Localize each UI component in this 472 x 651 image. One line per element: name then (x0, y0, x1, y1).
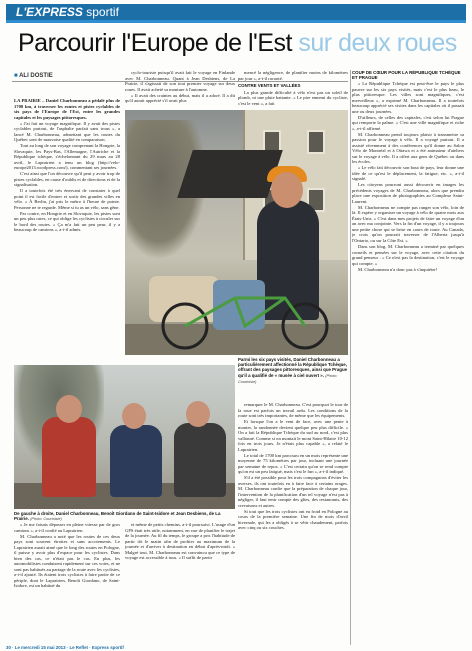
article-column-6 (125, 522, 235, 642)
paragraph: Les citoyens pourront aussi découvrir en images les précédents voyages de M. Charbonneau, alors que prendra place une exposition de photographies au Complexe Saint-Laurent. (352, 182, 464, 204)
article-lead: LA PRAIRIE – Daniel Charbonneau a pédalé plus de 1700 km, à traverser les routes et pistes cyclables de six pays de l'Europe de l'Est, entre les grandes capitales et les paysages pittoresques. (14, 98, 120, 120)
photo-caption-second (14, 511, 235, 522)
photo-bicycle (145, 290, 345, 350)
paragraph: cyclo-touriste puisqu'il avait fait le voyage en Finlande avec M. Charbonneau. Quant à Jean Desbiens, de La Prairie, il s'agissait de son tout premier voyage sur deux roues. Il avait acheté sa monture à l'automne. (125, 70, 235, 92)
headline-dark: Parcourir l'Europe de l'Est (18, 29, 292, 57)
paragraph: « Je me faisais dépasser en pleine vitesse par de gros camions », a-t-il confié au Laprairien. (14, 522, 120, 533)
paragraph: mencé la négligence, de planifier moins de kilomètres par jour », a-t-il raconté. (238, 70, 348, 81)
paragraph: M. Charbonneau prend toujours plaisir à transmettre sa passion pour le voyage à vélo. Il a voyagé partout. Il a assisté récemment à des conférences qu'il donne au Salon Vélo de Montréal et à Ottawa et a été animateur d'ateliers sur le voyage à vélo. Il a offert aux gens de Québec ou dans les écoles. (352, 131, 464, 165)
cyclist-photo (125, 110, 348, 355)
article-column-5 (14, 522, 120, 642)
paragraph: Si tout que les trois cyclistes ont eu froid en Pologne au cours de la première semaine. Une fin de mois d'avril hivernale, qui les a obligés à se vêtir chaudement, parfois avec cinq ou six couches. (238, 508, 348, 531)
paragraph: M. Charbonneau ne compte pas ranger son vélo, loin de là. Il espère y organiser un voyage à vélo de quatre mois aux États-Unis. « C'est dans mes projets de faire un voyage d'un an avec ma conjointe. Vers la fin d'un voyage, il y a toujours une petite chose qui se brise en cours de route. Au Canada, je crois qu'on pourrait traverser de l'Alberta jusqu'à l'Ontario, ou sur la Côte Est. » (352, 204, 464, 243)
sidebar-column (352, 81, 464, 643)
paragraph: D'ailleurs, de celles des capitales, c'est selon lui Prague qui remporte la palme. « C'est une ville magnifique et riche », a-t-il affirmé. (352, 114, 464, 131)
article-column-2 (125, 70, 235, 106)
subhead: CONTRE VENTS ET VALLÉES (238, 83, 301, 88)
photo-person-body (42, 417, 96, 497)
paragraph: remarquer le M. Charbonneau. C'est pourquoi le tour de la roue est parfois un travail ardu. Les conditions de la route sont très importantes, de même que les équipements. (238, 402, 348, 418)
article-headline (18, 27, 458, 61)
photo-caption-main (238, 357, 348, 385)
banner-rule (6, 20, 466, 23)
section-title (16, 5, 119, 19)
byline: ■ ALI DOSTIE (14, 73, 53, 79)
article-column-4 (238, 402, 348, 642)
column-rule (350, 70, 351, 645)
caption-credit: (Photo: Courtoisie) (30, 517, 62, 522)
paragraph: S'il a été possible pour les trois compagnons d'éviter les averses, ils ont toutefois eu à faire face à certains orages. M. Charbonneau confie que la préparation de chaque jour, l'intervention de la planification d'un tel voyage n'est pas à négliger, il faut tenir compte des gîtes, des restaurants, des crevaisons et autres. (238, 475, 348, 508)
paragraph: « J'ai fait un voyage magnifique. Il y avait des pistes cyclables partout, de l'asphalte parfait sans trous », a lancé M. Charbonneau, admettant que les routes du Québec sont de mauvaise qualité en comparaison. (14, 120, 120, 143)
photo-person-body (110, 425, 162, 497)
photo-window (307, 130, 325, 154)
sidebar-title: COUP DE CŒUR POUR LA RÉPUBLIQUE TCHÈQUE ET PRAGUE (352, 70, 461, 80)
paragraph: C'est ainsi que l'on découvre qu'il peut y avoir trop de pistes cyclables, en cause d'oublis et de directions et de la signalisation. (14, 171, 120, 188)
section-subtitle: sportif (86, 5, 119, 19)
paragraph: « Le vélo fait découvrir son bout de pays, leur donne une idée de ce qu'est le déplacement, la fatigue, etc. », a-t-il signalé. (352, 165, 464, 182)
article-column-1 (14, 98, 120, 363)
caption-credit: (Photo: Courtoisie) (238, 373, 338, 384)
section-name: L'EXPRESS (16, 5, 83, 19)
paragraph: « La République Tchèque est peut-être le pays le plus pauvre sur les six pays visités, mais c'est le plus beau, le plus pittoresque. Les villes sont magnifiques, c'est merveilleux », a exprimé M. Charbonneau. Il a toutefois beaucoup apprécié ses visites dans les capitales où il passait une ou deux journées. (352, 81, 464, 114)
article-column-3 (238, 70, 348, 106)
paragraph: Dans son blog, M. Charbonneau a terminé par quelques conseils et pensées sur le voyage, avec cette citation du grand penseur : « Ce n'est pas la destination, c'est le voyage qui compte. » (352, 244, 464, 266)
headline-light: sur deux roues (298, 29, 457, 57)
paragraph: Tout au long de son voyage comprenant la Hongrie, la Slovaquie, les Pays-Bas, l'Allemagne, l'Autriche et la République tchèque, s'échelonnant du 29 mars au 28 avril, le Laprairien a tenu un blog (http://velo-europe2013.wordpress.com/), commentant ses journées. (14, 143, 120, 171)
photo-cyclist-head (271, 172, 303, 208)
page-footer: 30 · Le mercredi 15 mai 2013 · Le Reflet · Express sportif (6, 645, 124, 650)
photo-person-head (186, 401, 210, 427)
paragraph: Et lorsque l'on a le vent de face, avec une pente à monter, la randonnée devient quelque peu plus difficile. « On a fait la République Tchèque du sud au nord, c'est plus vallonné. Comme si on montait le mont Saint-Hilaire 10-12 fois en trois jours. Je n'étais plus capable », a relaté le Laprairien. (238, 419, 348, 452)
paragraph: « Il avait des craintes au début, mais il a adoré. Il a dit qu'il aurait apprécié s'il avait plus (125, 92, 235, 104)
paragraph: La plus grande difficulté à vélo n'est pas un soleil de plomb, ni une pluie battante. « Le pire ennemi du cycliste, c'est le vent », a fait (238, 89, 348, 106)
paragraph: Il a toutefois été très énervant de constater à quel point il est facile d'entrer et sortir des grandes villes en vélo. « À Berlin, j'ai pris le métro à l'heure de pointe. Personne ne te regarde. Même si tu as un vélo, sans gêne. (14, 188, 120, 210)
photo-person-head (122, 403, 146, 429)
caption-text: De gauche à droite, Daniel Charbonneau, Benoît Giordano de Saint-Isidore et Jean Desbiens, de La Prairie. (14, 511, 221, 522)
paragraph: Par contre, en Hongrie et en Slovaquie, les pistes sont un peu plus rares, ce qui oblige les cyclistes à circuler sur le bord des routes. « Ça m'a fait un peu peur, il y a beaucoup de camions », a-t-il admis. (14, 210, 120, 233)
photo-person-head (56, 395, 82, 423)
section-banner (6, 4, 466, 20)
photo-person-body (174, 423, 226, 497)
group-photo (14, 365, 235, 509)
caption-text: Parmi les six pays visités, Daniel Charbonneau a particulièrement affectionné la République Tchèque, offrant des paysages pittoresques, ainsi que Prague qu'il a qualifié de « musée à ciel ouvert ». (238, 357, 348, 378)
paragraph: M. Charbonneau n'a donc pas à s'inquiéter! (358, 266, 438, 272)
paragraph: Le total de 1700 km parcouru en un mois représente une moyenne de 75 kilomètres par jour, incluant une journée par semaine de repos. « C'est certain qu'on se rend compte qu'on est un peu fatigué, mais c'est le fun », a-t-il indiqué. (238, 452, 348, 475)
paragraph: et même de petits chemins, a-t-il poursuivi. L'usage d'un GPS était très utile, notamment, en vue de planifier le trajet de la journée. Au fil du temps, le groupe a pris l'habitude de partir tôt le matin afin de profiter au maximum de la journée et d'arriver à destination en début d'après-midi. « Malgré tout, M. Charbonneau est convaincu que ce type de voyage est accessible à tous. « Il suffit de partir (125, 522, 235, 560)
paragraph: M. Charbonneau a noté que les routes de ces deux pays sont souvent étroites et sans accotements. Le Laprairien aurait aimé que le long des routes en Pologne, il puisse y avoir plus d'espace pour les cyclistes. Dans bien des cas, ce n'était pas le cas. En plus, les automobilistes conduisent rapidement sur ces voies, et ne sont pas habitués au partage de la route avec les cyclistes, a-t-il ajouté. Ils étaient trois cyclistes à faire partie de ce périple, dont le Laprairien, Benoît Giordano, de Saint-Isidore, est un habitué du (14, 533, 120, 589)
